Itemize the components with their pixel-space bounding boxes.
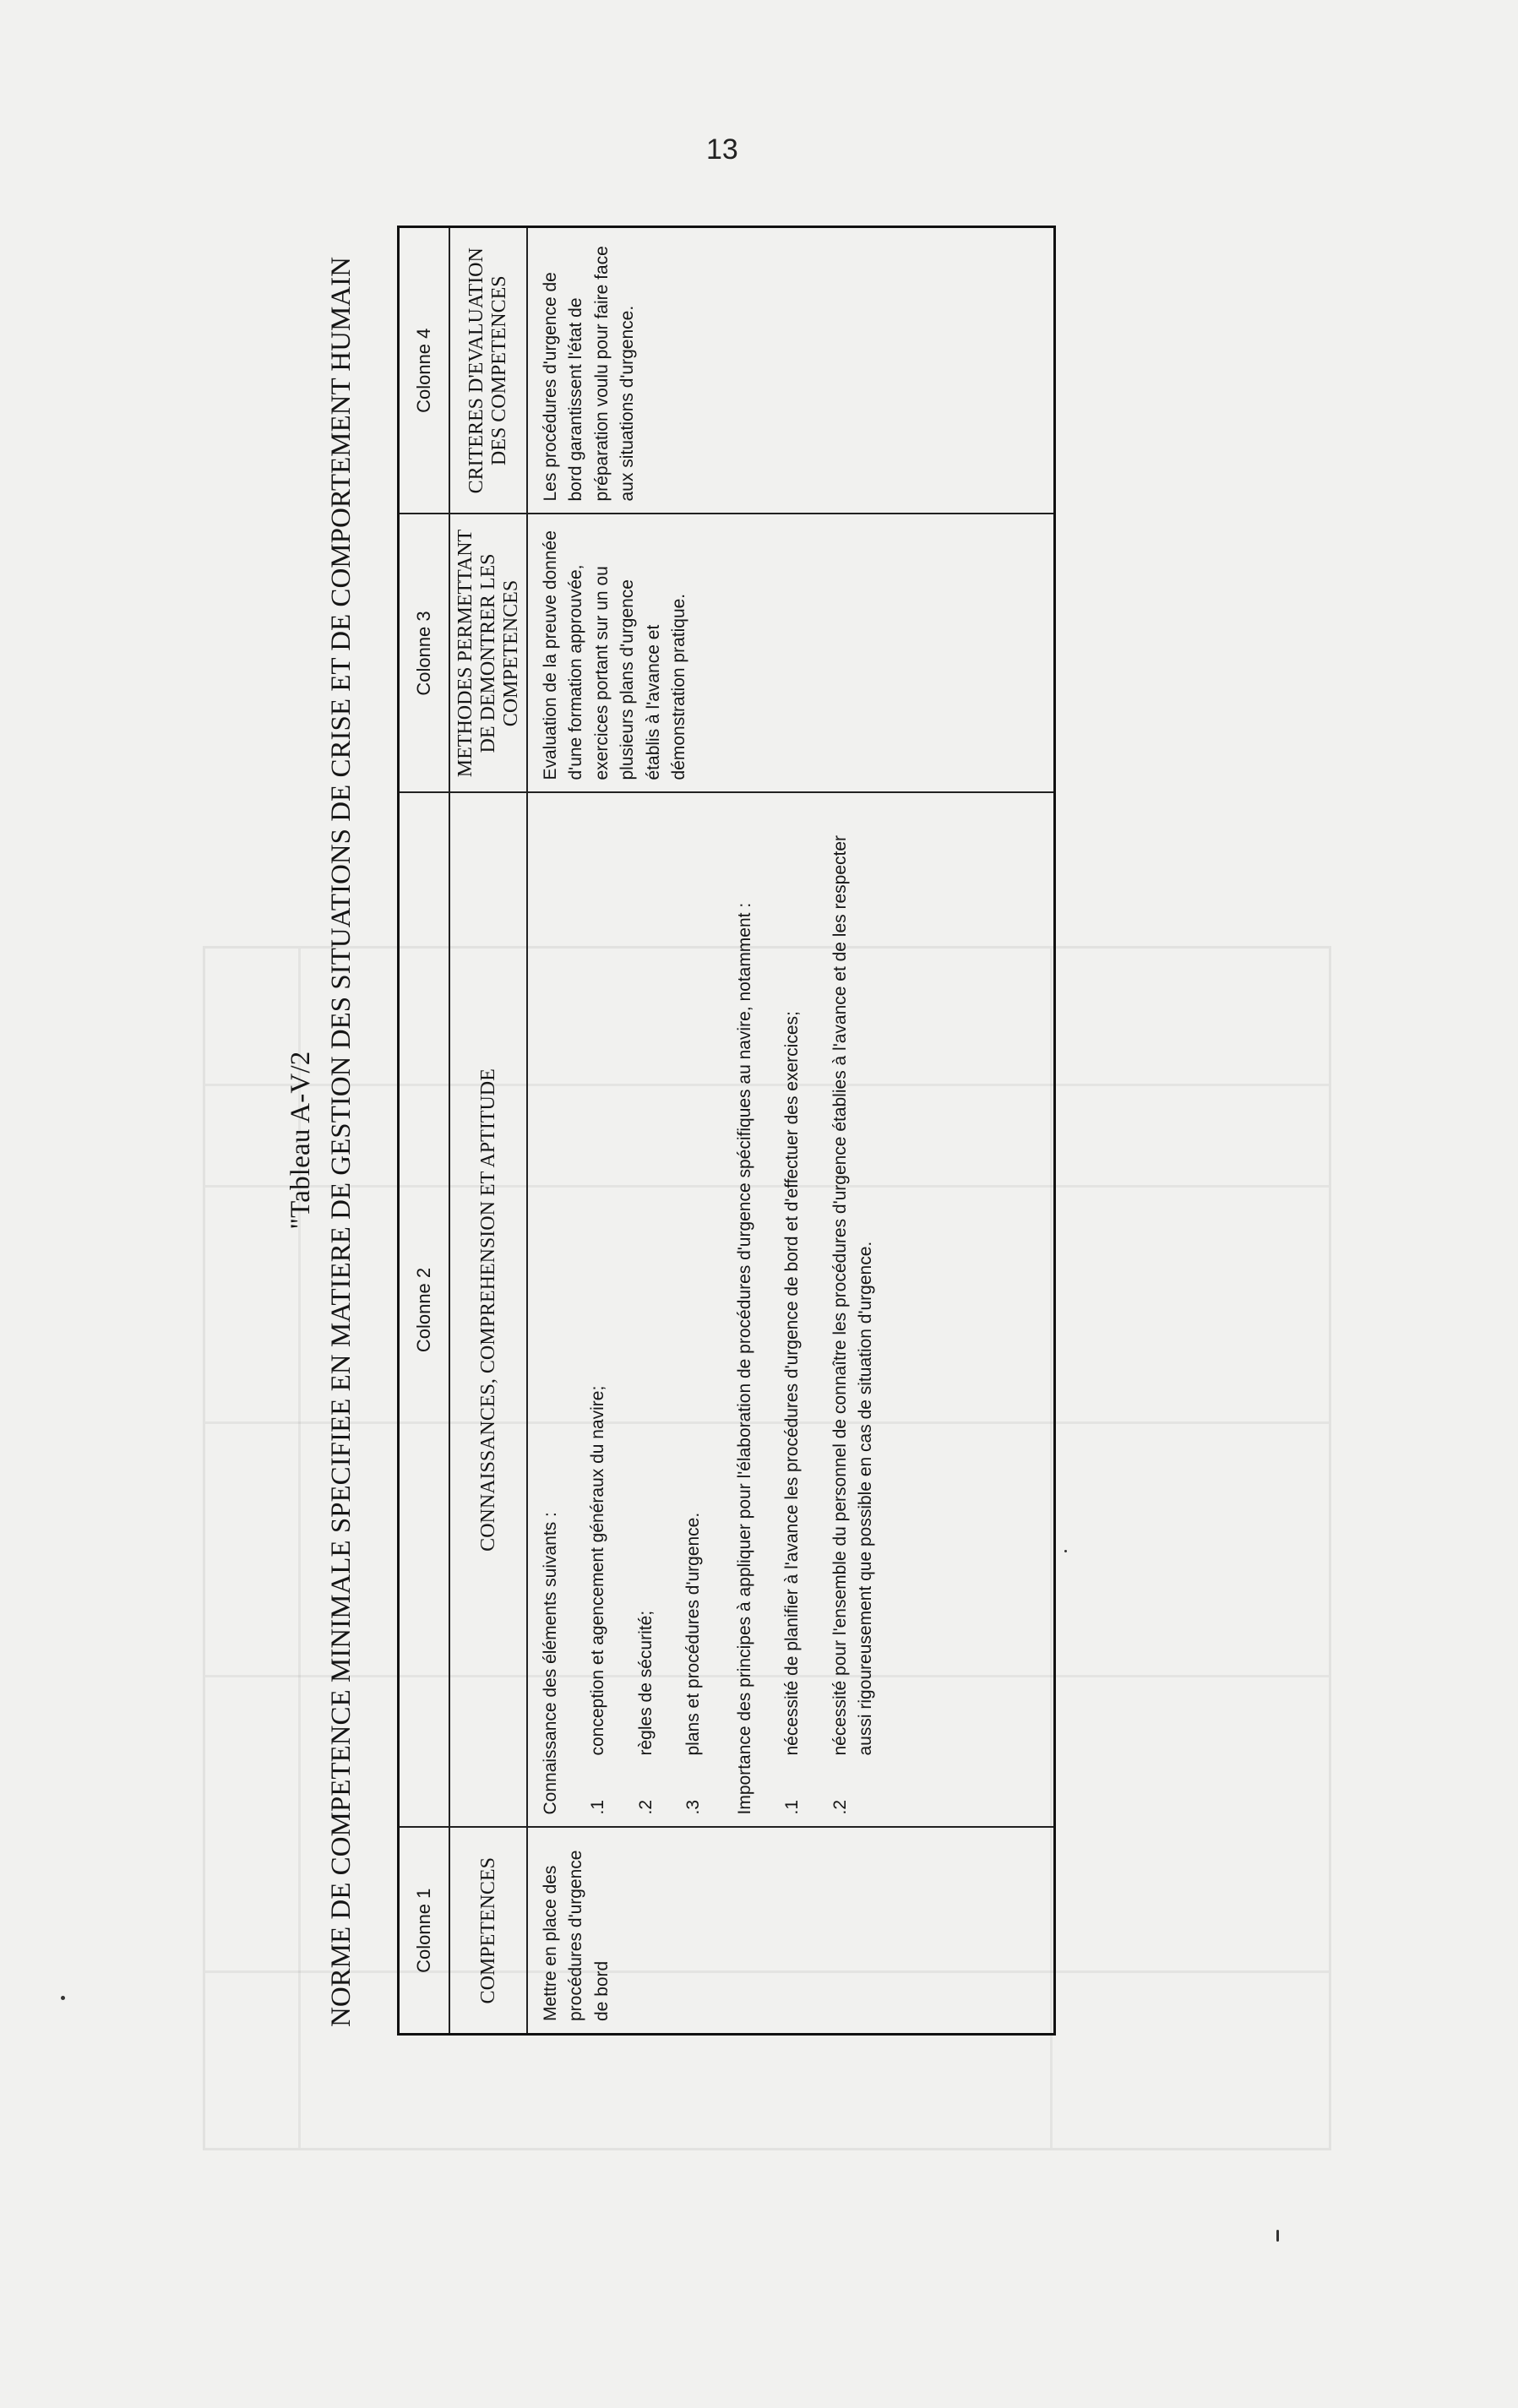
column-header-criteria: CRITERES D'EVALUATION DES COMPETENCES: [449, 227, 527, 514]
item-number: .1: [782, 1799, 803, 1815]
item-number: .2: [635, 1799, 656, 1815]
speck: [1276, 2230, 1279, 2242]
knowledge-item: [681, 806, 706, 1815]
column-number-1: Colonne 1: [399, 1828, 450, 2035]
item-text: nécessité pour l'ensemble du personnel de connaître les procédures d'urgence établies à l'avance et de les respecter aussi rigoureusement que possible en cas de situation d'urgence.: [830, 834, 876, 1756]
table-title: "Tableau A-V/2: [286, 1051, 316, 1230]
item-text: règles de sécurité;: [635, 1610, 656, 1756]
competence-table: [397, 226, 1056, 2036]
knowledge-cell: [527, 793, 1055, 1828]
page-number: 13: [706, 133, 738, 166]
principles-intro: Importance des principes à appliquer pour l'élaboration de procédures d'urgence spécifiques au navire, notamment :: [734, 902, 754, 1815]
column-header-knowledge: CONNAISSANCES, COMPREHENSION ET APTITUDE: [449, 793, 527, 1828]
column-number-4: Colonne 4: [399, 227, 450, 514]
principles-item: [828, 806, 879, 1815]
column-header-competences: COMPETENCES: [449, 1828, 527, 2035]
methods-text: Evaluation de la preuve donnée d'une formation approuvée, exercices portant sur un ou plusieurs plans d'urgence établis à l'avance et démonstration pratique.: [541, 530, 689, 780]
competence-text: Mettre en place des procédures d'urgence de bord: [541, 1850, 612, 2021]
competence-cell: [527, 1828, 1055, 2035]
criteria-cell: [527, 227, 1055, 514]
knowledge-intro: Connaissance des éléments suivants :: [541, 1512, 560, 1815]
item-number: .1: [588, 1799, 608, 1815]
column-number-3: Colonne 3: [399, 514, 450, 793]
rotated-page-content: [279, 211, 1124, 2069]
item-text: conception et agencement généraux du navire;: [588, 1385, 608, 1756]
column-header-methods: METHODES PERMETTANT DE DEMONTRER LES COMPETENCES: [449, 514, 527, 793]
column-number-2: Colonne 2: [399, 793, 450, 1828]
knowledge-item: [634, 806, 659, 1815]
principles-item: [780, 806, 805, 1815]
item-text: plans et procédures d'urgence.: [683, 1512, 704, 1756]
criteria-text: Les procédures d'urgence de bord garantissent l'état de préparation voulu pour faire face aux situations d'urgence.: [541, 246, 638, 502]
item-text: nécessité de planifier à l'avance les procédures d'urgence de bord et d'effectuer des exercices;: [782, 1011, 803, 1756]
item-number: .2: [830, 1799, 850, 1815]
column-number-row: [399, 227, 450, 2035]
knowledge-item: [585, 806, 611, 1815]
item-number: .3: [683, 1799, 704, 1815]
speck: [61, 1996, 65, 2000]
column-header-row: [449, 227, 527, 2035]
table-heading: NORME DE COMPETENCE MINIMALE SPECIFIEE EN MATIERE DE GESTION DES SITUATIONS DE CRISE ET DE COMPORTEMENT HUMAIN: [326, 257, 356, 2027]
methods-cell: [527, 514, 1055, 793]
table-row: [527, 227, 1055, 2035]
